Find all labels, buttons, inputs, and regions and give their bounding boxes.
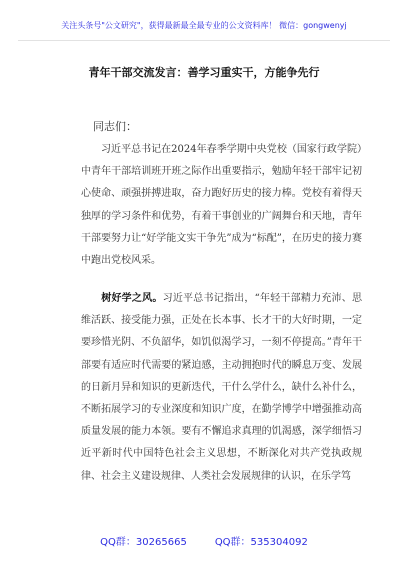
footer-qq-group-2: QQ群：535304092: [214, 537, 308, 548]
paragraph-study: [81, 288, 362, 488]
salutation: 同志们：: [93, 120, 137, 133]
paragraph-intro: [81, 139, 362, 272]
paragraph-intro-text: 习近平总书记在2024年春季学期中央党校（国家行政学院）中青年干部培训班开班之际作出重要指示，勉励年轻干部牢记初心使命、顽强拼搏进取，奋力跑好历史的接力棒。党校有着得天独厚的学习条件和优势，有着干事创业的广阔舞台和天地，青年干部要努力让“好学能文实干争先”成为“标配”，在历史的接力赛中跑出党校风采。: [81, 144, 362, 267]
footer-contact: [0, 533, 408, 548]
document-title: 青年干部交流发言：善学习重实干，方能争先行: [88, 66, 320, 79]
header-divider: [18, 40, 390, 41]
header-banner: 关注头条号"公文研究"，获得最新最全最专业的公文资料库！ 微信：gongwenyj: [61, 21, 347, 30]
paragraph-study-text: 习近平总书记指出，“年轻干部精力充沛、思维活跃、接受能力强，正处在长本事、长才干的大好时期，一定要珍惜光阴、不负韶华，如饥似渴学习，一刻不停提高。”青年干部要有适应时代需要的紧迫感，主动拥抱时代的瞬息万变、发展的日新月异和知识的更新迭代，干什么学什么，缺什么补什么，不断拓展学习的专业深度和知识广度，在勤学博学中增强推动高质量发展的能力本领。要有不懈追求真理的饥渴感，深学细悟习近平新时代中国特色社会主义思想，不断深化对共产党执政规律、社会主义建设规律、人类社会发展规律的认识，在乐学笃: [81, 293, 362, 482]
footer-qq-group-1: QQ群：30265665: [100, 537, 187, 548]
paragraph-study-lead: 树好学之风。: [101, 293, 163, 304]
